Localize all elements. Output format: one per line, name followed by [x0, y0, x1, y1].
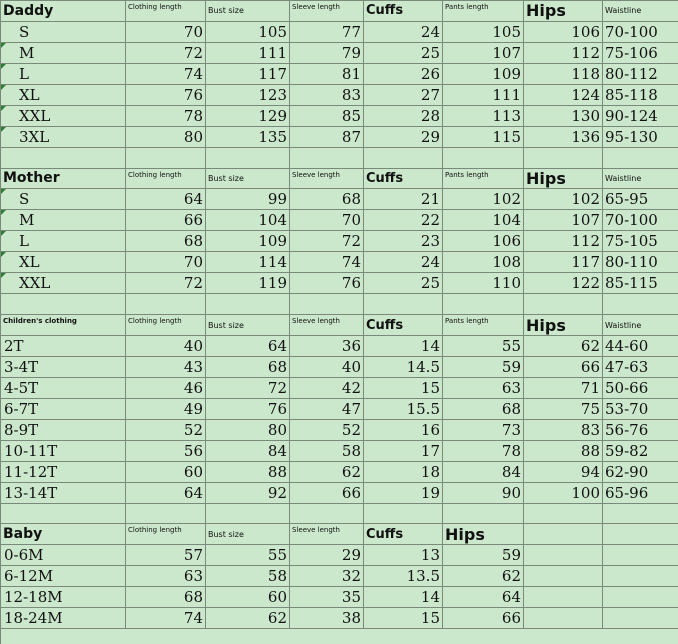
measure-value[interactable]: 66 — [126, 210, 206, 231]
measure-value[interactable] — [524, 587, 603, 608]
measure-value[interactable]: 68 — [443, 399, 524, 420]
measure-value[interactable]: 81 — [290, 64, 364, 85]
header-waistline[interactable]: Waistline — [603, 315, 678, 336]
measure-value[interactable]: 35 — [290, 587, 364, 608]
waistline-value[interactable]: 75-106 — [603, 43, 678, 64]
header-bust-size[interactable]: Bust size — [206, 524, 290, 545]
measure-value[interactable]: 70 — [290, 210, 364, 231]
measure-value[interactable]: 14.5 — [364, 357, 443, 378]
empty-cell[interactable] — [126, 294, 206, 315]
measure-value[interactable]: 135 — [206, 127, 290, 148]
measure-value[interactable]: 42 — [290, 378, 364, 399]
size-label[interactable]: 18-24M — [1, 608, 126, 629]
size-label[interactable]: 11-12T — [1, 462, 126, 483]
measure-value[interactable]: 105 — [443, 22, 524, 43]
measure-value[interactable]: 40 — [290, 357, 364, 378]
measure-value[interactable]: 84 — [443, 462, 524, 483]
header-cuffs[interactable]: Cuffs — [364, 524, 443, 545]
waistline-value[interactable] — [603, 587, 678, 608]
measure-value[interactable]: 26 — [364, 64, 443, 85]
header-pants-length[interactable]: Pants length — [443, 169, 524, 190]
measure-value[interactable]: 90 — [443, 483, 524, 504]
measure-value[interactable]: 59 — [443, 357, 524, 378]
size-label[interactable]: 10-11T — [1, 441, 126, 462]
size-label[interactable]: L — [1, 231, 126, 252]
measure-value[interactable]: 43 — [126, 357, 206, 378]
size-label[interactable]: 6-7T — [1, 399, 126, 420]
measure-value[interactable]: 16 — [364, 420, 443, 441]
empty-cell[interactable] — [1, 294, 126, 315]
measure-value[interactable]: 74 — [126, 608, 206, 629]
measure-value[interactable]: 110 — [443, 273, 524, 294]
measure-value[interactable]: 111 — [443, 85, 524, 106]
size-label[interactable]: 3XL — [1, 127, 126, 148]
waistline-value[interactable]: 56-76 — [603, 420, 678, 441]
measure-value[interactable]: 100 — [524, 483, 603, 504]
measure-value[interactable]: 15 — [364, 378, 443, 399]
waistline-value[interactable]: 80-110 — [603, 252, 678, 273]
size-label[interactable]: 8-9T — [1, 420, 126, 441]
section-title[interactable]: Daddy — [1, 1, 126, 22]
header-hips[interactable]: Hips — [443, 524, 524, 545]
waistline-value[interactable]: 65-96 — [603, 483, 678, 504]
header-cuffs[interactable]: Cuffs — [364, 1, 443, 22]
measure-value[interactable]: 18 — [364, 462, 443, 483]
waistline-value[interactable]: 53-70 — [603, 399, 678, 420]
measure-value[interactable]: 68 — [206, 357, 290, 378]
header-hips[interactable]: Hips — [524, 169, 603, 190]
waistline-value[interactable]: 59-82 — [603, 441, 678, 462]
measure-value[interactable]: 72 — [206, 378, 290, 399]
waistline-value[interactable]: 75-105 — [603, 231, 678, 252]
measure-value[interactable]: 29 — [364, 127, 443, 148]
size-label[interactable]: 12-18M — [1, 587, 126, 608]
measure-value[interactable]: 72 — [126, 43, 206, 64]
measure-value[interactable]: 112 — [524, 43, 603, 64]
measure-value[interactable]: 73 — [443, 420, 524, 441]
waistline-value[interactable]: 70-100 — [603, 210, 678, 231]
measure-value[interactable]: 76 — [206, 399, 290, 420]
measure-value[interactable]: 118 — [524, 64, 603, 85]
measure-value[interactable]: 117 — [524, 252, 603, 273]
waistline-value[interactable] — [603, 608, 678, 629]
empty-cell[interactable] — [206, 504, 290, 525]
measure-value[interactable]: 68 — [126, 231, 206, 252]
size-label[interactable]: 13-14T — [1, 483, 126, 504]
measure-value[interactable]: 64 — [206, 336, 290, 357]
measure-value[interactable]: 80 — [206, 420, 290, 441]
header-bust-size[interactable]: Bust size — [206, 315, 290, 336]
empty-cell[interactable] — [443, 148, 524, 169]
measure-value[interactable]: 27 — [364, 85, 443, 106]
size-label[interactable]: S — [1, 22, 126, 43]
measure-value[interactable]: 136 — [524, 127, 603, 148]
measure-value[interactable]: 130 — [524, 106, 603, 127]
size-label[interactable]: L — [1, 64, 126, 85]
measure-value[interactable]: 13.5 — [364, 566, 443, 587]
measure-value[interactable]: 57 — [126, 545, 206, 566]
measure-value[interactable]: 52 — [290, 420, 364, 441]
measure-value[interactable]: 76 — [290, 273, 364, 294]
header-sleeve-length[interactable]: Sleeve length — [290, 524, 364, 545]
empty-cell[interactable] — [364, 504, 443, 525]
empty-cell[interactable] — [603, 524, 678, 545]
measure-value[interactable]: 38 — [290, 608, 364, 629]
waistline-value[interactable]: 85-115 — [603, 273, 678, 294]
measure-value[interactable]: 47 — [290, 399, 364, 420]
measure-value[interactable]: 117 — [206, 64, 290, 85]
measure-value[interactable]: 76 — [126, 85, 206, 106]
size-label[interactable]: M — [1, 43, 126, 64]
header-hips[interactable]: Hips — [524, 1, 603, 22]
measure-value[interactable]: 52 — [126, 420, 206, 441]
waistline-value[interactable]: 44-60 — [603, 336, 678, 357]
measure-value[interactable]: 71 — [524, 378, 603, 399]
header-bust-size[interactable]: Bust size — [206, 1, 290, 22]
measure-value[interactable]: 13 — [364, 545, 443, 566]
measure-value[interactable]: 58 — [206, 566, 290, 587]
size-label[interactable]: XL — [1, 252, 126, 273]
measure-value[interactable]: 78 — [126, 106, 206, 127]
measure-value[interactable]: 40 — [126, 336, 206, 357]
empty-cell[interactable] — [603, 148, 678, 169]
measure-value[interactable]: 102 — [524, 189, 603, 210]
measure-value[interactable]: 70 — [126, 22, 206, 43]
measure-value[interactable]: 24 — [364, 252, 443, 273]
measure-value[interactable]: 72 — [126, 273, 206, 294]
header-bust-size[interactable]: Bust size — [206, 169, 290, 190]
measure-value[interactable]: 25 — [364, 273, 443, 294]
empty-cell[interactable] — [126, 148, 206, 169]
measure-value[interactable]: 25 — [364, 43, 443, 64]
measure-value[interactable]: 104 — [443, 210, 524, 231]
size-label[interactable]: 3-4T — [1, 357, 126, 378]
header-pants-length[interactable]: Pants length — [443, 315, 524, 336]
measure-value[interactable]: 62 — [290, 462, 364, 483]
measure-value[interactable]: 85 — [290, 106, 364, 127]
header-clothing-length[interactable]: Clothing length — [126, 169, 206, 190]
size-label[interactable]: 4-5T — [1, 378, 126, 399]
header-sleeve-length[interactable]: Sleeve length — [290, 169, 364, 190]
measure-value[interactable]: 108 — [443, 252, 524, 273]
measure-value[interactable]: 46 — [126, 378, 206, 399]
waistline-value[interactable] — [603, 566, 678, 587]
size-label[interactable]: XL — [1, 85, 126, 106]
measure-value[interactable]: 64 — [443, 587, 524, 608]
measure-value[interactable]: 106 — [443, 231, 524, 252]
waistline-value[interactable]: 65-95 — [603, 189, 678, 210]
measure-value[interactable]: 114 — [206, 252, 290, 273]
measure-value[interactable]: 68 — [126, 587, 206, 608]
measure-value[interactable]: 21 — [364, 189, 443, 210]
measure-value[interactable]: 84 — [206, 441, 290, 462]
measure-value[interactable]: 83 — [524, 420, 603, 441]
empty-cell[interactable] — [603, 504, 678, 525]
measure-value[interactable]: 28 — [364, 106, 443, 127]
measure-value[interactable]: 66 — [443, 608, 524, 629]
measure-value[interactable]: 49 — [126, 399, 206, 420]
measure-value[interactable]: 109 — [443, 64, 524, 85]
measure-value[interactable]: 36 — [290, 336, 364, 357]
measure-value[interactable]: 62 — [206, 608, 290, 629]
section-title[interactable]: Baby — [1, 524, 126, 545]
header-cuffs[interactable]: Cuffs — [364, 169, 443, 190]
measure-value[interactable]: 83 — [290, 85, 364, 106]
empty-cell[interactable] — [206, 294, 290, 315]
size-label[interactable]: M — [1, 210, 126, 231]
measure-value[interactable]: 56 — [126, 441, 206, 462]
waistline-value[interactable] — [603, 545, 678, 566]
measure-value[interactable]: 112 — [524, 231, 603, 252]
empty-cell[interactable] — [1, 504, 126, 525]
header-clothing-length[interactable]: Clothing length — [126, 315, 206, 336]
measure-value[interactable]: 64 — [126, 189, 206, 210]
waistline-value[interactable]: 90-124 — [603, 106, 678, 127]
empty-cell[interactable] — [524, 148, 603, 169]
measure-value[interactable]: 80 — [126, 127, 206, 148]
measure-value[interactable]: 64 — [126, 483, 206, 504]
measure-value[interactable]: 119 — [206, 273, 290, 294]
empty-cell[interactable] — [524, 504, 603, 525]
measure-value[interactable]: 29 — [290, 545, 364, 566]
measure-value[interactable]: 107 — [443, 43, 524, 64]
empty-cell[interactable] — [364, 148, 443, 169]
empty-cell[interactable] — [443, 504, 524, 525]
measure-value[interactable]: 62 — [443, 566, 524, 587]
waistline-value[interactable]: 47-63 — [603, 357, 678, 378]
waistline-value[interactable]: 50-66 — [603, 378, 678, 399]
empty-cell[interactable] — [603, 294, 678, 315]
header-sleeve-length[interactable]: Sleeve length — [290, 315, 364, 336]
waistline-value[interactable]: 80-112 — [603, 64, 678, 85]
measure-value[interactable]: 70 — [126, 252, 206, 273]
measure-value[interactable]: 55 — [443, 336, 524, 357]
measure-value[interactable]: 14 — [364, 587, 443, 608]
measure-value[interactable]: 68 — [290, 189, 364, 210]
header-clothing-length[interactable]: Clothing length — [126, 1, 206, 22]
measure-value[interactable]: 107 — [524, 210, 603, 231]
measure-value[interactable]: 60 — [126, 462, 206, 483]
measure-value[interactable]: 60 — [206, 587, 290, 608]
empty-cell[interactable] — [524, 294, 603, 315]
measure-value[interactable]: 66 — [524, 357, 603, 378]
header-clothing-length[interactable]: Clothing length — [126, 524, 206, 545]
empty-cell[interactable] — [290, 294, 364, 315]
measure-value[interactable]: 14 — [364, 336, 443, 357]
measure-value[interactable] — [524, 545, 603, 566]
measure-value[interactable]: 88 — [524, 441, 603, 462]
size-label[interactable]: 0-6M — [1, 545, 126, 566]
measure-value[interactable]: 104 — [206, 210, 290, 231]
section-title[interactable]: Mother — [1, 169, 126, 190]
measure-value[interactable]: 66 — [290, 483, 364, 504]
measure-value[interactable]: 32 — [290, 566, 364, 587]
header-waistline[interactable]: Waistline — [603, 169, 678, 190]
measure-value[interactable]: 75 — [524, 399, 603, 420]
measure-value[interactable]: 115 — [443, 127, 524, 148]
header-sleeve-length[interactable]: Sleeve length — [290, 1, 364, 22]
waistline-value[interactable]: 85-118 — [603, 85, 678, 106]
measure-value[interactable]: 63 — [126, 566, 206, 587]
empty-cell[interactable] — [206, 148, 290, 169]
section-title[interactable]: Children's clothing — [1, 315, 126, 336]
measure-value[interactable]: 15.5 — [364, 399, 443, 420]
measure-value[interactable]: 113 — [443, 106, 524, 127]
header-waistline[interactable]: Waistline — [603, 1, 678, 22]
measure-value[interactable]: 77 — [290, 22, 364, 43]
measure-value[interactable]: 87 — [290, 127, 364, 148]
measure-value[interactable]: 72 — [290, 231, 364, 252]
measure-value[interactable]: 74 — [126, 64, 206, 85]
measure-value[interactable]: 59 — [443, 545, 524, 566]
measure-value[interactable]: 92 — [206, 483, 290, 504]
size-label[interactable]: XXL — [1, 106, 126, 127]
measure-value[interactable]: 99 — [206, 189, 290, 210]
measure-value[interactable]: 102 — [443, 189, 524, 210]
empty-cell[interactable] — [290, 504, 364, 525]
measure-value[interactable]: 124 — [524, 85, 603, 106]
measure-value[interactable]: 105 — [206, 22, 290, 43]
size-label[interactable]: 6-12M — [1, 566, 126, 587]
measure-value[interactable]: 55 — [206, 545, 290, 566]
empty-cell[interactable] — [126, 504, 206, 525]
size-label[interactable]: 2T — [1, 336, 126, 357]
measure-value[interactable]: 123 — [206, 85, 290, 106]
measure-value[interactable]: 106 — [524, 22, 603, 43]
measure-value[interactable]: 94 — [524, 462, 603, 483]
measure-value[interactable]: 17 — [364, 441, 443, 462]
size-label[interactable]: S — [1, 189, 126, 210]
measure-value[interactable]: 19 — [364, 483, 443, 504]
measure-value[interactable]: 62 — [524, 336, 603, 357]
measure-value[interactable]: 79 — [290, 43, 364, 64]
header-pants-length[interactable]: Pants length — [443, 1, 524, 22]
empty-cell[interactable] — [364, 294, 443, 315]
measure-value[interactable] — [524, 566, 603, 587]
measure-value[interactable] — [524, 608, 603, 629]
measure-value[interactable]: 23 — [364, 231, 443, 252]
measure-value[interactable]: 15 — [364, 608, 443, 629]
measure-value[interactable]: 129 — [206, 106, 290, 127]
measure-value[interactable]: 63 — [443, 378, 524, 399]
measure-value[interactable]: 122 — [524, 273, 603, 294]
waistline-value[interactable]: 95-130 — [603, 127, 678, 148]
measure-value[interactable]: 111 — [206, 43, 290, 64]
waistline-value[interactable]: 62-90 — [603, 462, 678, 483]
empty-cell[interactable] — [524, 524, 603, 545]
empty-cell[interactable] — [443, 294, 524, 315]
header-hips[interactable]: Hips — [524, 315, 603, 336]
size-label[interactable]: XXL — [1, 273, 126, 294]
measure-value[interactable]: 22 — [364, 210, 443, 231]
waistline-value[interactable]: 70-100 — [603, 22, 678, 43]
measure-value[interactable]: 58 — [290, 441, 364, 462]
measure-value[interactable]: 24 — [364, 22, 443, 43]
empty-cell[interactable] — [1, 148, 126, 169]
header-cuffs[interactable]: Cuffs — [364, 315, 443, 336]
measure-value[interactable]: 78 — [443, 441, 524, 462]
measure-value[interactable]: 109 — [206, 231, 290, 252]
measure-value[interactable]: 74 — [290, 252, 364, 273]
empty-cell[interactable] — [290, 148, 364, 169]
measure-value[interactable]: 88 — [206, 462, 290, 483]
